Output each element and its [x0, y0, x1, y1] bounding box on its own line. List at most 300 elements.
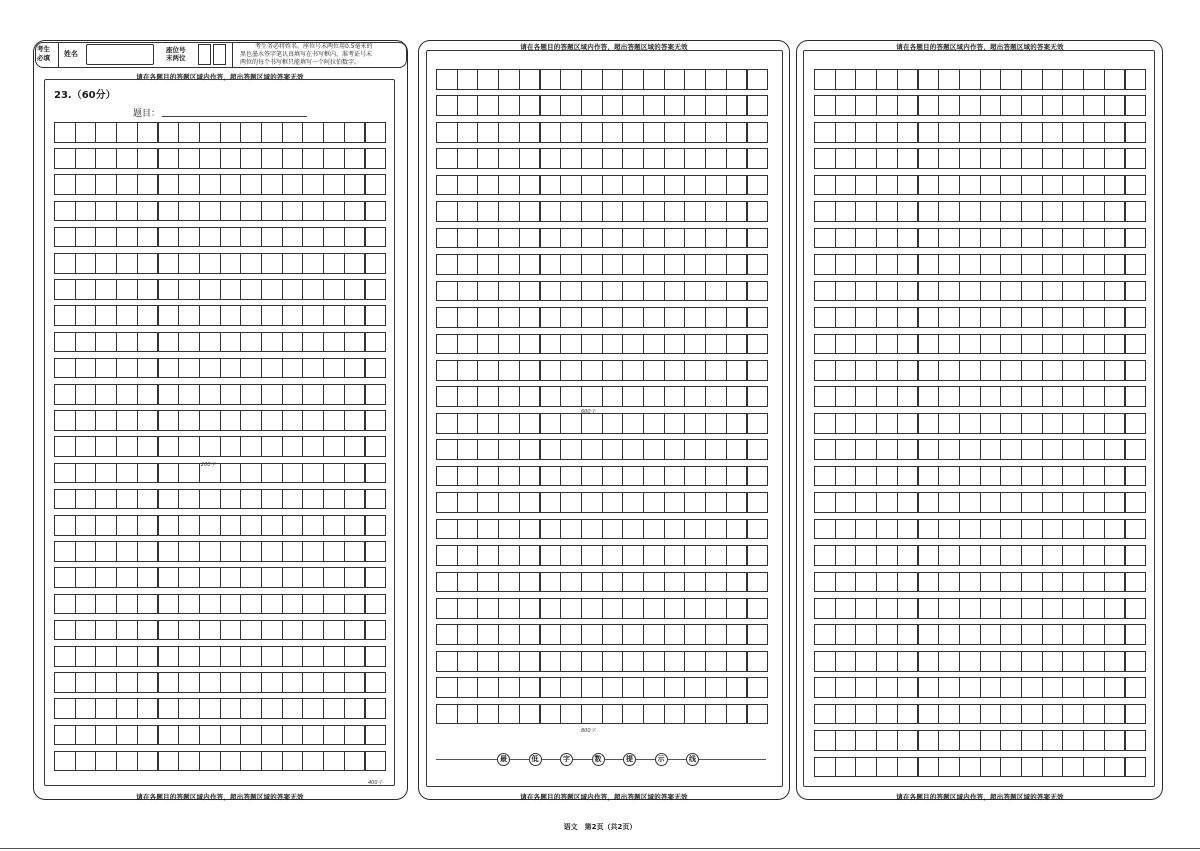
grid-cell[interactable] — [540, 175, 562, 196]
grid-cell[interactable] — [344, 332, 366, 353]
grid-cell[interactable] — [457, 281, 479, 302]
grid-cell[interactable] — [684, 492, 706, 513]
grid-cell[interactable] — [835, 201, 857, 222]
grid-cell[interactable] — [282, 698, 304, 719]
grid-cell[interactable] — [1042, 651, 1064, 672]
grid-cell[interactable] — [477, 228, 499, 249]
grid-cell[interactable] — [1104, 439, 1126, 460]
grid-cell[interactable] — [540, 439, 562, 460]
grid-cell[interactable] — [436, 95, 458, 116]
grid-cell[interactable] — [560, 148, 582, 169]
grid-cell[interactable] — [323, 253, 345, 274]
grid-cell[interactable] — [1104, 413, 1126, 434]
grid-cell[interactable] — [178, 201, 200, 222]
grid-cell[interactable] — [302, 620, 324, 641]
grid-cell[interactable] — [959, 704, 981, 725]
grid-cell[interactable] — [365, 541, 387, 562]
grid-cell[interactable] — [540, 281, 562, 302]
grid-cell[interactable] — [240, 358, 262, 379]
grid-cell[interactable] — [178, 515, 200, 536]
grid-cell[interactable] — [75, 567, 97, 588]
grid-cell[interactable] — [199, 751, 221, 772]
grid-cell[interactable] — [365, 698, 387, 719]
grid-cell[interactable] — [1021, 519, 1043, 540]
grid-cell[interactable] — [1042, 122, 1064, 143]
grid-cell[interactable] — [178, 725, 200, 746]
grid-cell[interactable] — [876, 757, 898, 778]
grid-cell[interactable] — [938, 519, 960, 540]
grid-cell[interactable] — [95, 174, 117, 195]
grid-cell[interactable] — [938, 572, 960, 593]
grid-cell[interactable] — [137, 436, 159, 457]
grid-cell[interactable] — [602, 360, 624, 381]
grid-cell[interactable] — [519, 598, 541, 619]
grid-cell[interactable] — [75, 384, 97, 405]
grid-cell[interactable] — [220, 279, 242, 300]
grid-cell[interactable] — [199, 515, 221, 536]
grid-cell[interactable] — [54, 305, 76, 326]
grid-cell[interactable] — [477, 624, 499, 645]
grid-cell[interactable] — [1042, 413, 1064, 434]
grid-cell[interactable] — [938, 281, 960, 302]
grid-cell[interactable] — [323, 594, 345, 615]
grid-cell[interactable] — [261, 698, 283, 719]
grid-cell[interactable] — [602, 598, 624, 619]
grid-cell[interactable] — [726, 175, 748, 196]
grid-cell[interactable] — [897, 730, 919, 751]
grid-cell[interactable] — [54, 332, 76, 353]
grid-cell[interactable] — [1062, 466, 1084, 487]
grid-cell[interactable] — [282, 201, 304, 222]
grid-cell[interactable] — [1042, 175, 1064, 196]
grid-cell[interactable] — [344, 148, 366, 169]
grid-cell[interactable] — [95, 122, 117, 143]
grid-cell[interactable] — [323, 174, 345, 195]
grid-cell[interactable] — [814, 334, 836, 355]
grid-cell[interactable] — [1000, 757, 1022, 778]
grid-cell[interactable] — [1062, 281, 1084, 302]
grid-cell[interactable] — [116, 122, 138, 143]
grid-cell[interactable] — [560, 254, 582, 275]
grid-cell[interactable] — [938, 201, 960, 222]
grid-cell[interactable] — [519, 677, 541, 698]
grid-cell[interactable] — [54, 751, 76, 772]
grid-cell[interactable] — [959, 598, 981, 619]
grid-cell[interactable] — [1125, 201, 1147, 222]
grid-cell[interactable] — [705, 413, 727, 434]
grid-cell[interactable] — [1000, 175, 1022, 196]
grid-cell[interactable] — [876, 704, 898, 725]
grid-cell[interactable] — [959, 545, 981, 566]
grid-cell[interactable] — [302, 201, 324, 222]
grid-cell[interactable] — [137, 201, 159, 222]
grid-cell[interactable] — [457, 413, 479, 434]
grid-cell[interactable] — [519, 148, 541, 169]
grid-cell[interactable] — [664, 95, 686, 116]
grid-cell[interactable] — [1000, 704, 1022, 725]
grid-cell[interactable] — [1062, 360, 1084, 381]
grid-cell[interactable] — [814, 175, 836, 196]
grid-cell[interactable] — [918, 122, 940, 143]
grid-cell[interactable] — [602, 201, 624, 222]
grid-cell[interactable] — [116, 567, 138, 588]
grid-cell[interactable] — [302, 305, 324, 326]
grid-cell[interactable] — [457, 439, 479, 460]
grid-cell[interactable] — [876, 519, 898, 540]
grid-cell[interactable] — [178, 672, 200, 693]
grid-cell[interactable] — [1125, 704, 1147, 725]
grid-cell[interactable] — [664, 122, 686, 143]
grid-cell[interactable] — [477, 677, 499, 698]
grid-cell[interactable] — [498, 148, 520, 169]
grid-cell[interactable] — [560, 175, 582, 196]
grid-cell[interactable] — [747, 175, 769, 196]
grid-cell[interactable] — [705, 122, 727, 143]
grid-cell[interactable] — [938, 439, 960, 460]
grid-cell[interactable] — [959, 439, 981, 460]
grid-cell[interactable] — [1000, 730, 1022, 751]
grid-cell[interactable] — [814, 148, 836, 169]
grid-cell[interactable] — [540, 228, 562, 249]
grid-cell[interactable] — [959, 360, 981, 381]
grid-cell[interactable] — [282, 567, 304, 588]
grid-cell[interactable] — [959, 757, 981, 778]
grid-cell[interactable] — [835, 572, 857, 593]
grid-cell[interactable] — [726, 677, 748, 698]
grid-cell[interactable] — [323, 620, 345, 641]
grid-cell[interactable] — [240, 698, 262, 719]
grid-cell[interactable] — [282, 515, 304, 536]
grid-cell[interactable] — [747, 492, 769, 513]
grid-cell[interactable] — [75, 279, 97, 300]
grid-cell[interactable] — [137, 541, 159, 562]
grid-cell[interactable] — [602, 307, 624, 328]
grid-cell[interactable] — [1104, 572, 1126, 593]
grid-cell[interactable] — [835, 439, 857, 460]
grid-cell[interactable] — [1125, 148, 1147, 169]
grid-cell[interactable] — [684, 334, 706, 355]
grid-cell[interactable] — [498, 519, 520, 540]
grid-cell[interactable] — [938, 254, 960, 275]
grid-cell[interactable] — [344, 122, 366, 143]
grid-cell[interactable] — [282, 646, 304, 667]
grid-cell[interactable] — [137, 620, 159, 641]
grid-cell[interactable] — [726, 228, 748, 249]
grid-cell[interactable] — [54, 646, 76, 667]
grid-cell[interactable] — [477, 95, 499, 116]
grid-cell[interactable] — [560, 334, 582, 355]
grid-cell[interactable] — [158, 463, 180, 484]
grid-cell[interactable] — [158, 253, 180, 274]
grid-cell[interactable] — [199, 305, 221, 326]
grid-cell[interactable] — [95, 515, 117, 536]
grid-cell[interactable] — [835, 281, 857, 302]
grid-cell[interactable] — [1104, 307, 1126, 328]
grid-cell[interactable] — [581, 598, 603, 619]
grid-cell[interactable] — [835, 228, 857, 249]
grid-cell[interactable] — [1104, 201, 1126, 222]
essay-title-field[interactable] — [162, 116, 307, 117]
grid-cell[interactable] — [365, 253, 387, 274]
grid-cell[interactable] — [220, 358, 242, 379]
grid-cell[interactable] — [282, 384, 304, 405]
grid-cell[interactable] — [1000, 69, 1022, 90]
grid-cell[interactable] — [602, 439, 624, 460]
grid-cell[interactable] — [959, 254, 981, 275]
grid-cell[interactable] — [581, 519, 603, 540]
grid-cell[interactable] — [199, 122, 221, 143]
grid-cell[interactable] — [75, 148, 97, 169]
grid-cell[interactable] — [1062, 228, 1084, 249]
grid-cell[interactable] — [116, 174, 138, 195]
grid-cell[interactable] — [54, 541, 76, 562]
grid-cell[interactable] — [323, 122, 345, 143]
grid-cell[interactable] — [705, 624, 727, 645]
grid-cell[interactable] — [897, 386, 919, 407]
grid-cell[interactable] — [897, 545, 919, 566]
grid-cell[interactable] — [664, 677, 686, 698]
grid-cell[interactable] — [158, 122, 180, 143]
grid-cell[interactable] — [747, 598, 769, 619]
grid-cell[interactable] — [980, 624, 1002, 645]
grid-cell[interactable] — [664, 704, 686, 725]
grid-cell[interactable] — [519, 307, 541, 328]
grid-cell[interactable] — [540, 360, 562, 381]
grid-cell[interactable] — [199, 620, 221, 641]
grid-cell[interactable] — [980, 148, 1002, 169]
grid-cell[interactable] — [1062, 201, 1084, 222]
grid-cell[interactable] — [581, 413, 603, 434]
grid-cell[interactable] — [137, 384, 159, 405]
grid-cell[interactable] — [938, 492, 960, 513]
grid-cell[interactable] — [1042, 519, 1064, 540]
grid-cell[interactable] — [240, 567, 262, 588]
grid-cell[interactable] — [664, 545, 686, 566]
grid-cell[interactable] — [1104, 254, 1126, 275]
grid-cell[interactable] — [498, 281, 520, 302]
grid-cell[interactable] — [95, 725, 117, 746]
grid-cell[interactable] — [323, 358, 345, 379]
grid-cell[interactable] — [323, 436, 345, 457]
grid-cell[interactable] — [622, 254, 644, 275]
grid-cell[interactable] — [261, 332, 283, 353]
grid-cell[interactable] — [158, 148, 180, 169]
grid-cell[interactable] — [855, 598, 877, 619]
grid-cell[interactable] — [1083, 175, 1105, 196]
grid-cell[interactable] — [581, 360, 603, 381]
grid-cell[interactable] — [477, 466, 499, 487]
grid-cell[interactable] — [622, 572, 644, 593]
grid-cell[interactable] — [519, 519, 541, 540]
grid-cell[interactable] — [498, 228, 520, 249]
grid-cell[interactable] — [1083, 228, 1105, 249]
grid-cell[interactable] — [1083, 334, 1105, 355]
grid-cell[interactable] — [457, 519, 479, 540]
grid-cell[interactable] — [747, 704, 769, 725]
grid-cell[interactable] — [980, 730, 1002, 751]
grid-cell[interactable] — [220, 698, 242, 719]
grid-cell[interactable] — [980, 439, 1002, 460]
grid-cell[interactable] — [282, 541, 304, 562]
grid-cell[interactable] — [323, 332, 345, 353]
grid-cell[interactable] — [116, 698, 138, 719]
grid-cell[interactable] — [726, 360, 748, 381]
grid-cell[interactable] — [747, 69, 769, 90]
grid-cell[interactable] — [158, 567, 180, 588]
grid-cell[interactable] — [814, 439, 836, 460]
grid-cell[interactable] — [705, 598, 727, 619]
grid-cell[interactable] — [980, 386, 1002, 407]
grid-cell[interactable] — [1062, 704, 1084, 725]
grid-cell[interactable] — [876, 95, 898, 116]
grid-cell[interactable] — [664, 651, 686, 672]
grid-cell[interactable] — [457, 466, 479, 487]
grid-cell[interactable] — [220, 594, 242, 615]
grid-cell[interactable] — [560, 386, 582, 407]
grid-cell[interactable] — [705, 175, 727, 196]
grid-cell[interactable] — [199, 672, 221, 693]
grid-cell[interactable] — [54, 384, 76, 405]
grid-cell[interactable] — [938, 175, 960, 196]
grid-cell[interactable] — [436, 69, 458, 90]
grid-cell[interactable] — [684, 677, 706, 698]
grid-cell[interactable] — [938, 704, 960, 725]
grid-cell[interactable] — [323, 148, 345, 169]
grid-cell[interactable] — [855, 704, 877, 725]
grid-cell[interactable] — [602, 386, 624, 407]
grid-cell[interactable] — [1083, 624, 1105, 645]
grid-cell[interactable] — [938, 677, 960, 698]
grid-cell[interactable] — [1104, 757, 1126, 778]
grid-cell[interactable] — [959, 281, 981, 302]
grid-cell[interactable] — [664, 175, 686, 196]
grid-cell[interactable] — [220, 620, 242, 641]
grid-cell[interactable] — [1000, 677, 1022, 698]
grid-cell[interactable] — [959, 466, 981, 487]
grid-cell[interactable] — [540, 624, 562, 645]
grid-cell[interactable] — [938, 360, 960, 381]
grid-cell[interactable] — [365, 332, 387, 353]
grid-cell[interactable] — [436, 439, 458, 460]
grid-cell[interactable] — [1021, 281, 1043, 302]
grid-cell[interactable] — [457, 254, 479, 275]
grid-cell[interactable] — [1125, 175, 1147, 196]
grid-cell[interactable] — [980, 677, 1002, 698]
grid-cell[interactable] — [240, 436, 262, 457]
grid-cell[interactable] — [835, 757, 857, 778]
grid-cell[interactable] — [1000, 307, 1022, 328]
grid-cell[interactable] — [302, 174, 324, 195]
grid-cell[interactable] — [1104, 730, 1126, 751]
grid-cell[interactable] — [938, 624, 960, 645]
grid-cell[interactable] — [95, 384, 117, 405]
grid-cell[interactable] — [178, 646, 200, 667]
grid-cell[interactable] — [684, 651, 706, 672]
grid-cell[interactable] — [1083, 492, 1105, 513]
grid-cell[interactable] — [137, 279, 159, 300]
grid-cell[interactable] — [918, 677, 940, 698]
grid-cell[interactable] — [344, 305, 366, 326]
grid-cell[interactable] — [1083, 148, 1105, 169]
grid-cell[interactable] — [261, 646, 283, 667]
grid-cell[interactable] — [323, 672, 345, 693]
grid-cell[interactable] — [158, 751, 180, 772]
grid-cell[interactable] — [436, 175, 458, 196]
grid-cell[interactable] — [1000, 413, 1022, 434]
grid-cell[interactable] — [323, 463, 345, 484]
grid-cell[interactable] — [178, 620, 200, 641]
grid-cell[interactable] — [540, 122, 562, 143]
grid-cell[interactable] — [938, 386, 960, 407]
grid-cell[interactable] — [95, 567, 117, 588]
grid-cell[interactable] — [302, 253, 324, 274]
grid-cell[interactable] — [519, 545, 541, 566]
grid-cell[interactable] — [54, 148, 76, 169]
grid-cell[interactable] — [302, 751, 324, 772]
grid-cell[interactable] — [1125, 519, 1147, 540]
grid-cell[interactable] — [498, 704, 520, 725]
grid-cell[interactable] — [705, 334, 727, 355]
grid-cell[interactable] — [54, 122, 76, 143]
grid-cell[interactable] — [643, 307, 665, 328]
grid-cell[interactable] — [918, 148, 940, 169]
grid-cell[interactable] — [261, 489, 283, 510]
grid-cell[interactable] — [684, 439, 706, 460]
grid-cell[interactable] — [137, 594, 159, 615]
grid-cell[interactable] — [75, 672, 97, 693]
grid-cell[interactable] — [1000, 651, 1022, 672]
grid-cell[interactable] — [220, 410, 242, 431]
grid-cell[interactable] — [1062, 651, 1084, 672]
grid-cell[interactable] — [1125, 677, 1147, 698]
grid-cell[interactable] — [95, 594, 117, 615]
grid-cell[interactable] — [664, 624, 686, 645]
grid-cell[interactable] — [959, 651, 981, 672]
grid-cell[interactable] — [918, 95, 940, 116]
grid-cell[interactable] — [1083, 413, 1105, 434]
grid-cell[interactable] — [323, 541, 345, 562]
grid-cell[interactable] — [664, 69, 686, 90]
grid-cell[interactable] — [220, 489, 242, 510]
grid-cell[interactable] — [747, 148, 769, 169]
grid-cell[interactable] — [344, 515, 366, 536]
grid-cell[interactable] — [959, 148, 981, 169]
grid-cell[interactable] — [178, 279, 200, 300]
grid-cell[interactable] — [477, 545, 499, 566]
grid-cell[interactable] — [664, 439, 686, 460]
grid-cell[interactable] — [918, 651, 940, 672]
grid-cell[interactable] — [560, 95, 582, 116]
grid-cell[interactable] — [302, 725, 324, 746]
grid-cell[interactable] — [498, 122, 520, 143]
grid-cell[interactable] — [705, 439, 727, 460]
grid-cell[interactable] — [282, 410, 304, 431]
grid-cell[interactable] — [54, 620, 76, 641]
grid-cell[interactable] — [323, 646, 345, 667]
grid-cell[interactable] — [581, 281, 603, 302]
grid-cell[interactable] — [814, 492, 836, 513]
grid-cell[interactable] — [684, 148, 706, 169]
grid-cell[interactable] — [158, 725, 180, 746]
grid-cell[interactable] — [855, 572, 877, 593]
grid-cell[interactable] — [498, 95, 520, 116]
grid-cell[interactable] — [622, 413, 644, 434]
grid-cell[interactable] — [1021, 677, 1043, 698]
grid-cell[interactable] — [365, 227, 387, 248]
grid-cell[interactable] — [137, 698, 159, 719]
grid-cell[interactable] — [116, 410, 138, 431]
grid-cell[interactable] — [199, 358, 221, 379]
